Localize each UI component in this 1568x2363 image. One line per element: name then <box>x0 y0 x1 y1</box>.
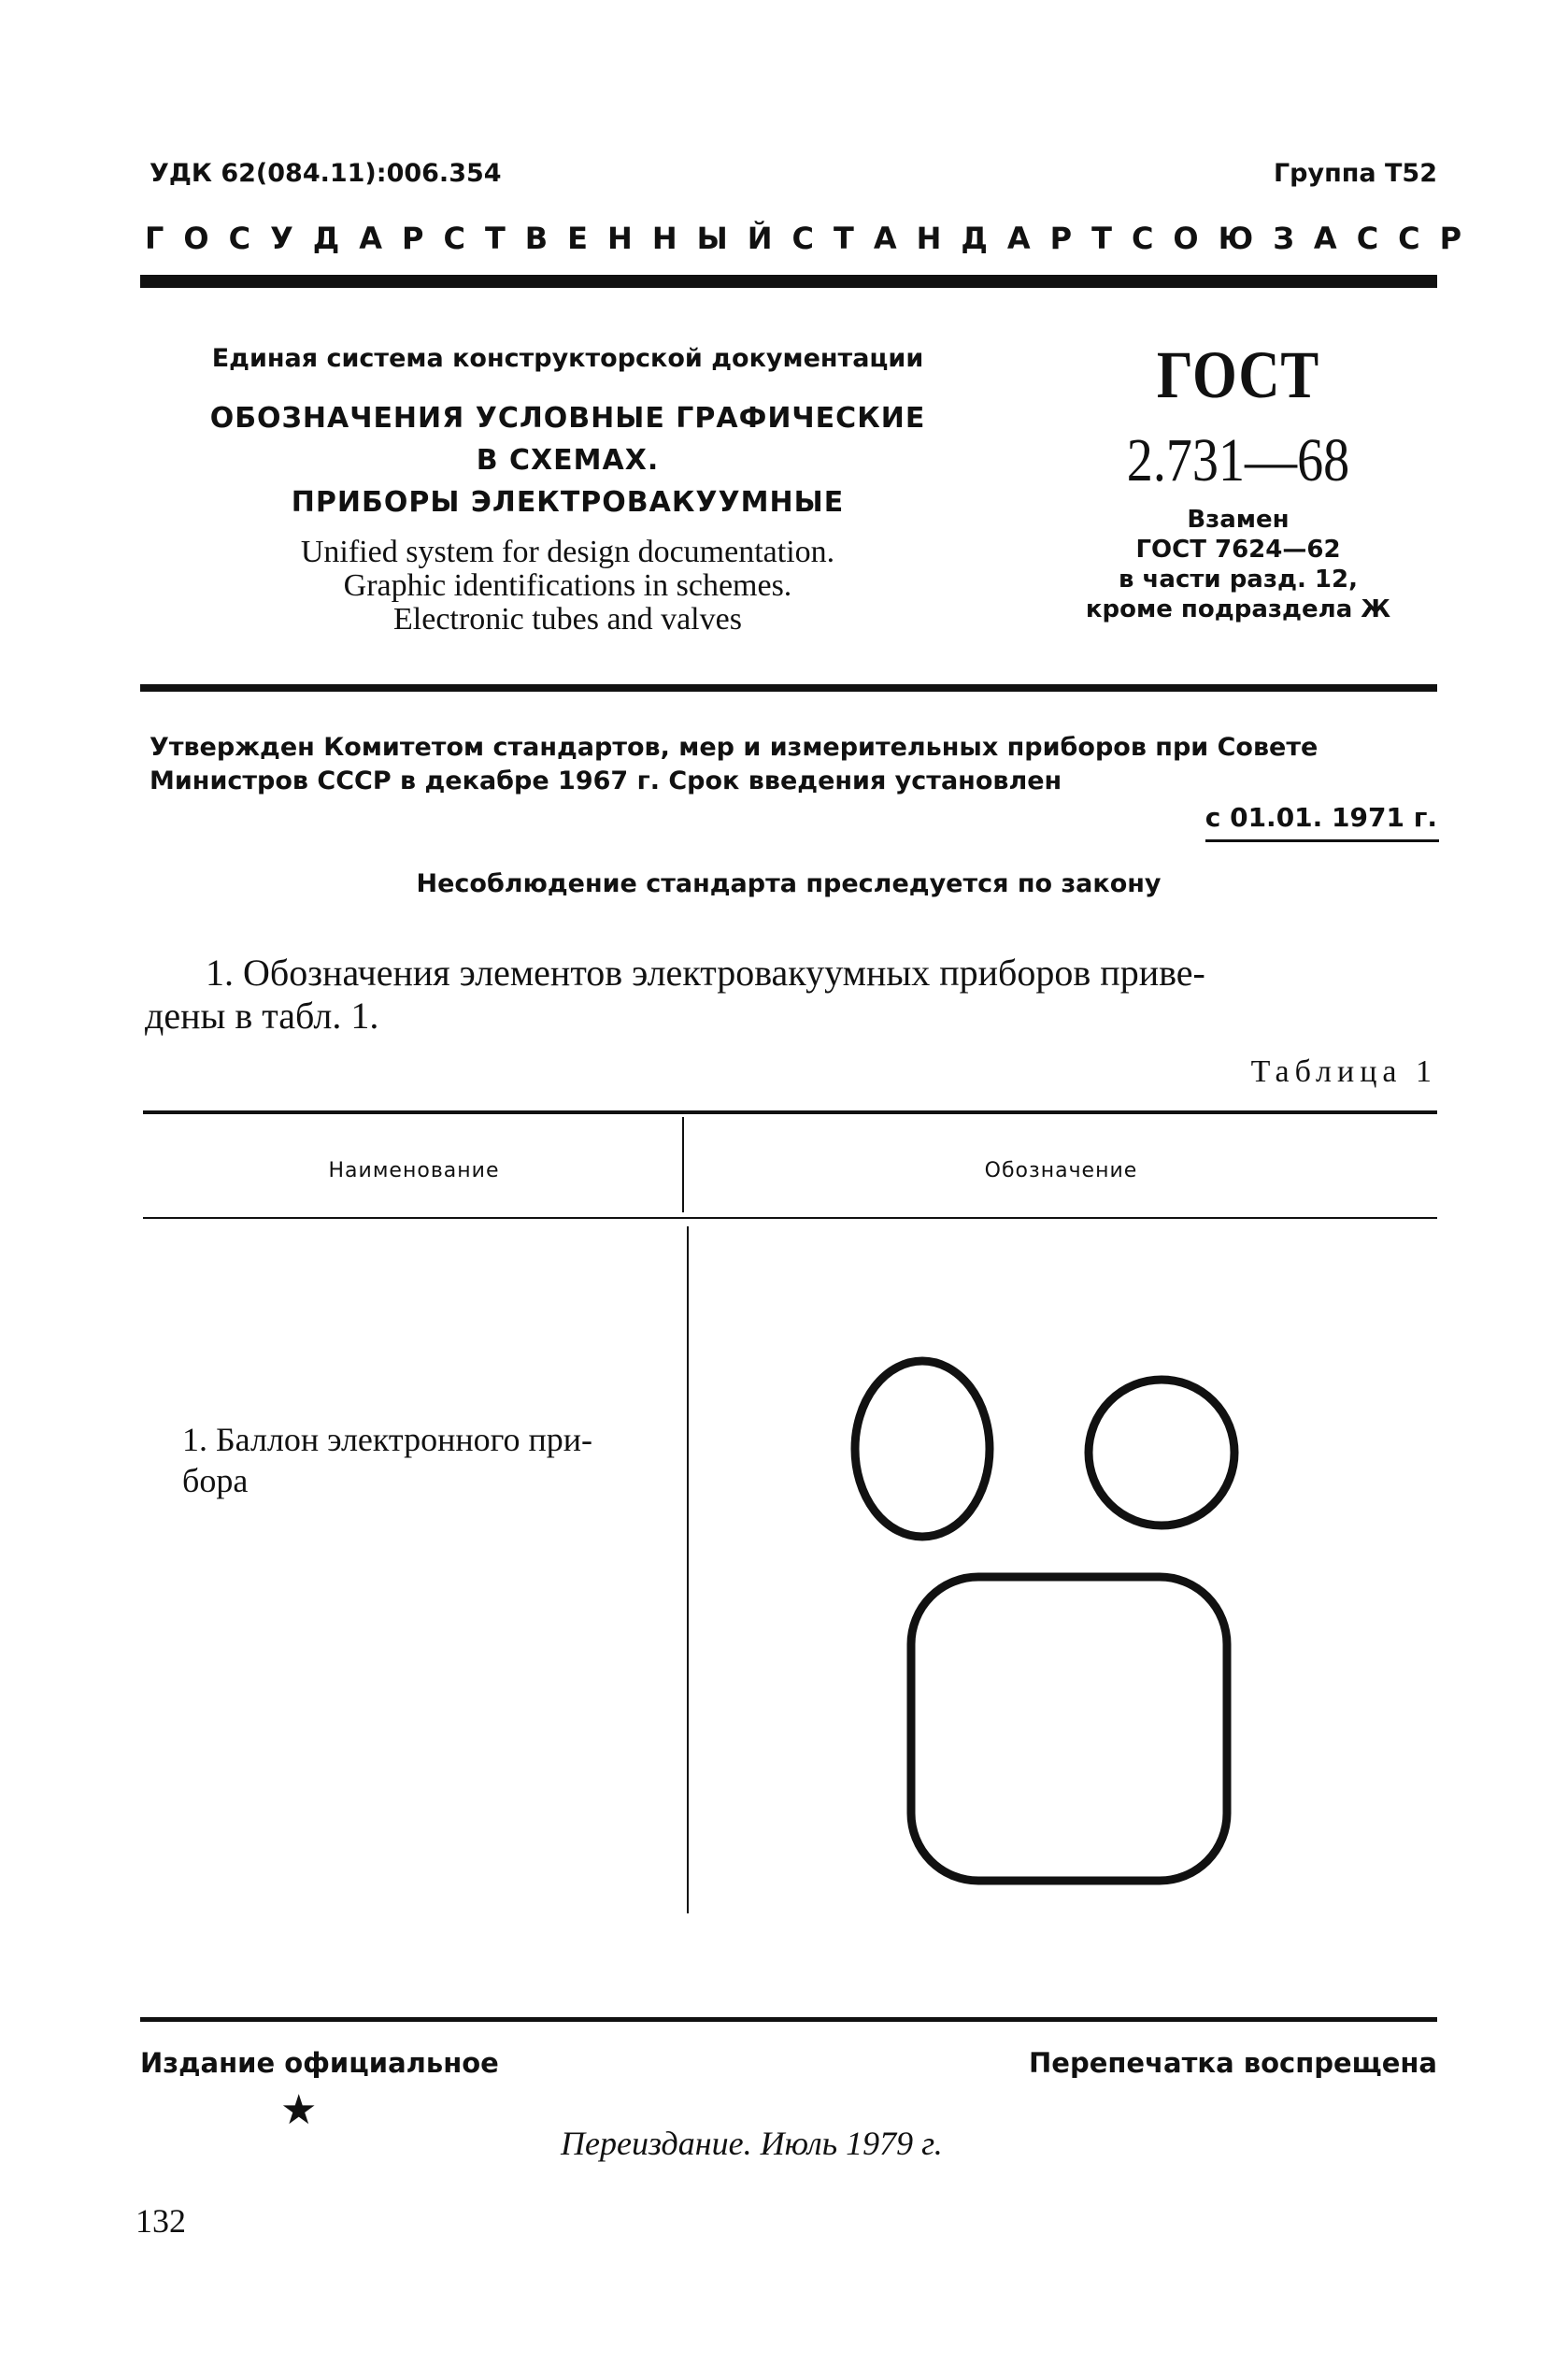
table-top-rule <box>143 1110 1437 1114</box>
replaces-line-2: ГОСТ 7624—62 <box>1135 536 1341 564</box>
english-line-2: Graphic identifications in schemes. <box>343 568 792 603</box>
effective-date: с 01.01. 1971 г. <box>1205 802 1437 833</box>
state-word-4: ССР <box>1356 221 1482 256</box>
state-word-2: СТАНДАРТ <box>791 221 1132 256</box>
english-line-1: Unified system for design documentation. <box>300 535 835 569</box>
row1-name-line-1: 1. Баллон электронного при- <box>182 1421 593 1458</box>
state-word-1: ГОСУДАРСТВЕННЫЙ <box>145 221 792 256</box>
official-edition: Издание официальное <box>140 2047 499 2079</box>
reprint-prohibited: Перепечатка воспрещена <box>1029 2047 1437 2079</box>
penalty-note: Несоблюдение стандарта преследуется по закону <box>416 869 1162 898</box>
replaces-line-3: в части разд. 12, <box>1119 566 1358 594</box>
title-line-2: В СХЕМАХ. <box>476 444 660 477</box>
header-symbol: Обозначение <box>984 1159 1138 1182</box>
header-bottom-rule <box>143 1217 1437 1219</box>
title-line-3: ПРИБОРЫ ЭЛЕКТРОВАКУУМНЫЕ <box>291 486 845 519</box>
state-standard-heading <box>145 221 1482 256</box>
replaces-line-4: кроме подраздела Ж <box>1085 595 1391 623</box>
row1-name-line-2: бора <box>182 1462 249 1499</box>
approval-line-2: Министров СССР в декабре 1967 г. Срок введения установлен <box>150 766 1062 795</box>
group-code: Группа Т52 <box>1273 159 1437 188</box>
circle-bulb-symbol <box>1089 1380 1234 1525</box>
column-divider <box>687 1226 689 1913</box>
paragraph-line-1: 1. Обозначения элементов электровакуумных приборов приве- <box>206 952 1205 994</box>
oval-bulb-symbol <box>855 1361 990 1537</box>
table-label: Таблица 1 <box>1250 1054 1437 1089</box>
replaces-line-1: Взамен <box>1187 506 1290 534</box>
udk-code: УДК 62(084.11):006.354 <box>150 159 502 188</box>
row1-name <box>182 1419 659 1501</box>
gost-number: 2.731—68 <box>1126 426 1350 494</box>
header-name: Наименование <box>328 1159 500 1182</box>
gost-word: ГОСТ <box>1156 337 1320 412</box>
date-underline <box>1205 839 1439 842</box>
title-block-rule <box>140 684 1437 692</box>
row1-symbols <box>691 1224 1439 1916</box>
state-word-3: СОЮЗА <box>1131 221 1357 256</box>
approval-line-1: Утвержден Комитетом стандартов, мер и измерительных приборов при Совете <box>150 733 1319 762</box>
paragraph-line-2: дены в табл. 1. <box>145 995 379 1037</box>
header-divider <box>682 1117 684 1212</box>
star-icon: ★ <box>280 2087 318 2133</box>
rounded-square-bulb-symbol <box>911 1577 1227 1881</box>
english-line-3: Electronic tubes and valves <box>393 602 742 637</box>
page-number: 132 <box>135 2202 186 2240</box>
title-line-1: ОБОЗНАЧЕНИЯ УСЛОВНЫЕ ГРАФИЧЕСКИЕ <box>209 402 926 435</box>
reissue-note: Переиздание. Июль 1979 г. <box>561 2125 943 2162</box>
top-rule <box>140 275 1437 288</box>
footer-rule <box>140 2017 1437 2022</box>
esk-line: Единая система конструкторской документации <box>211 344 924 373</box>
